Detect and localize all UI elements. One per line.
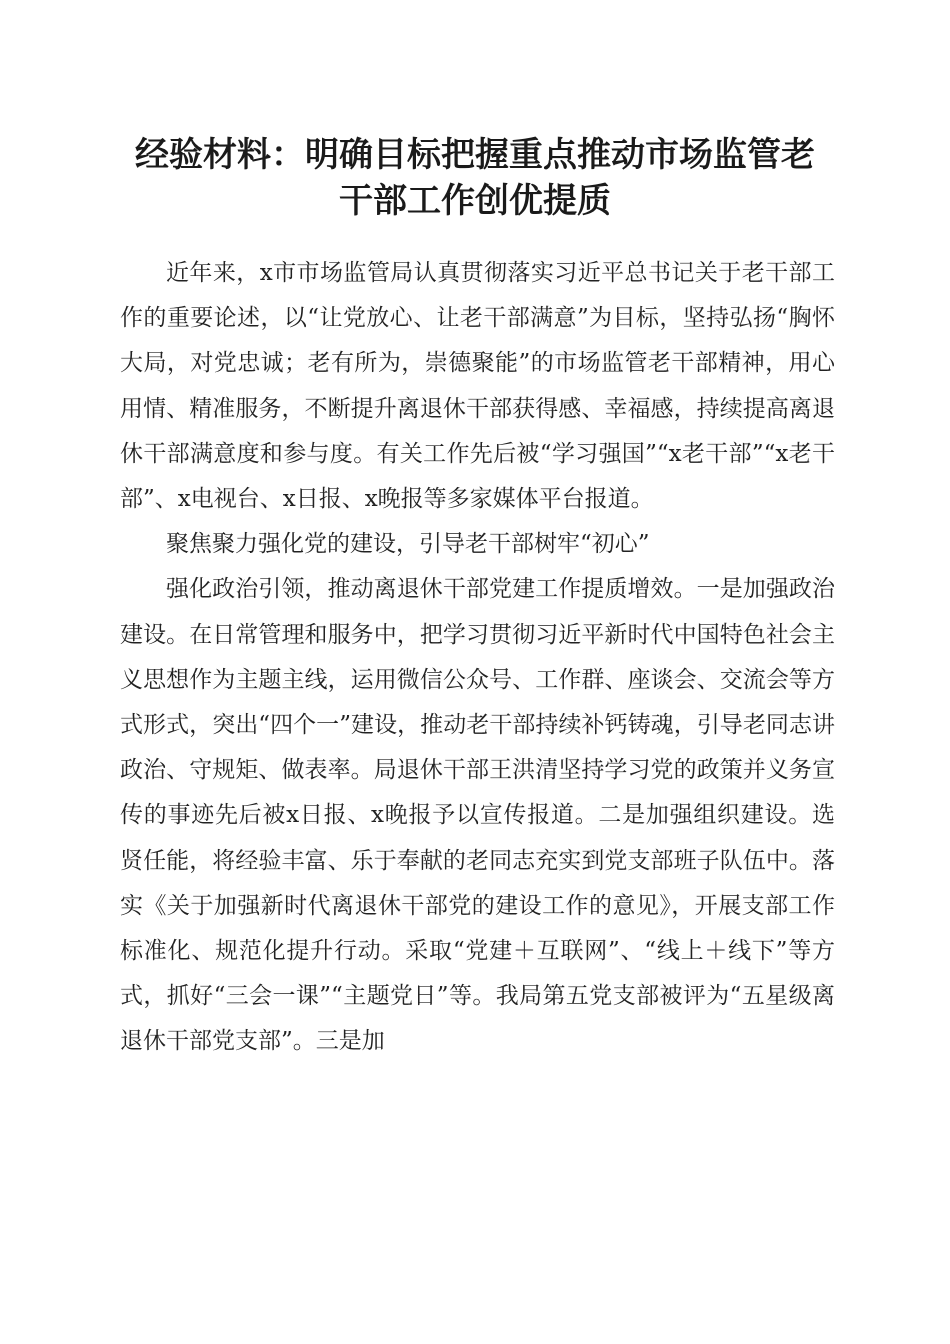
body-paragraph: 强化政治引领，推动离退休干部党建工作提质增效。一是加强政治建设。在日常管理和服务中，把学习贯彻习近平新时代中国特色社会主义思想作为主题主线，运用微信公众号、工作群、座谈会、交流会等方式形式，突出“四个一”建设，推动老干部持续补钙铸魂，引导老同志讲政治、守规矩、做表率。局退休干部王洪清坚持学习党的政策并义务宣传的事迹先后被x日报、x晚报予以宣传报道。二是加强组织建设。选贤任能，将经验丰富、乐于奉献的老同志充实到党支部班子队伍中。落实《关于加强新时代离退休干部党的建设工作的意见》，开展支部工作标准化、规范化提升行动。采取“党建＋互联网”、“线上＋线下”等方式，抓好“三会一课”“主题党日”等。我局第五党支部被评为“五星级离退休干部党支部”。三是加 (120, 576, 835, 1055)
title-line-1: 经验材料：明确目标把握重点推动市场监管老 (135, 135, 815, 175)
title-line-2: 干部工作创优提质 (339, 181, 611, 221)
document-body (120, 251, 835, 1065)
intro-paragraph: 近年来，x市市场监管局认真贯彻落实习近平总书记关于老干部工作的重要论述，以“让党放心、让老干部满意”为目标，坚持弘扬“胸怀大局，对党忠诚；老有所为，崇德聚能”的市场监管老干部精神，用心用情、精准服务，不断提升离退休干部获得感、幸福感，持续提高离退休干部满意度和参与度。有关工作先后被“学习强国”“x老干部”“x老干部”、x电视台、x日报、x晚报等多家媒体平台报道。 (120, 260, 835, 513)
document-title (110, 132, 840, 224)
section-heading: 聚焦聚力强化党的建设，引导老干部树牢“初心” (166, 531, 650, 558)
